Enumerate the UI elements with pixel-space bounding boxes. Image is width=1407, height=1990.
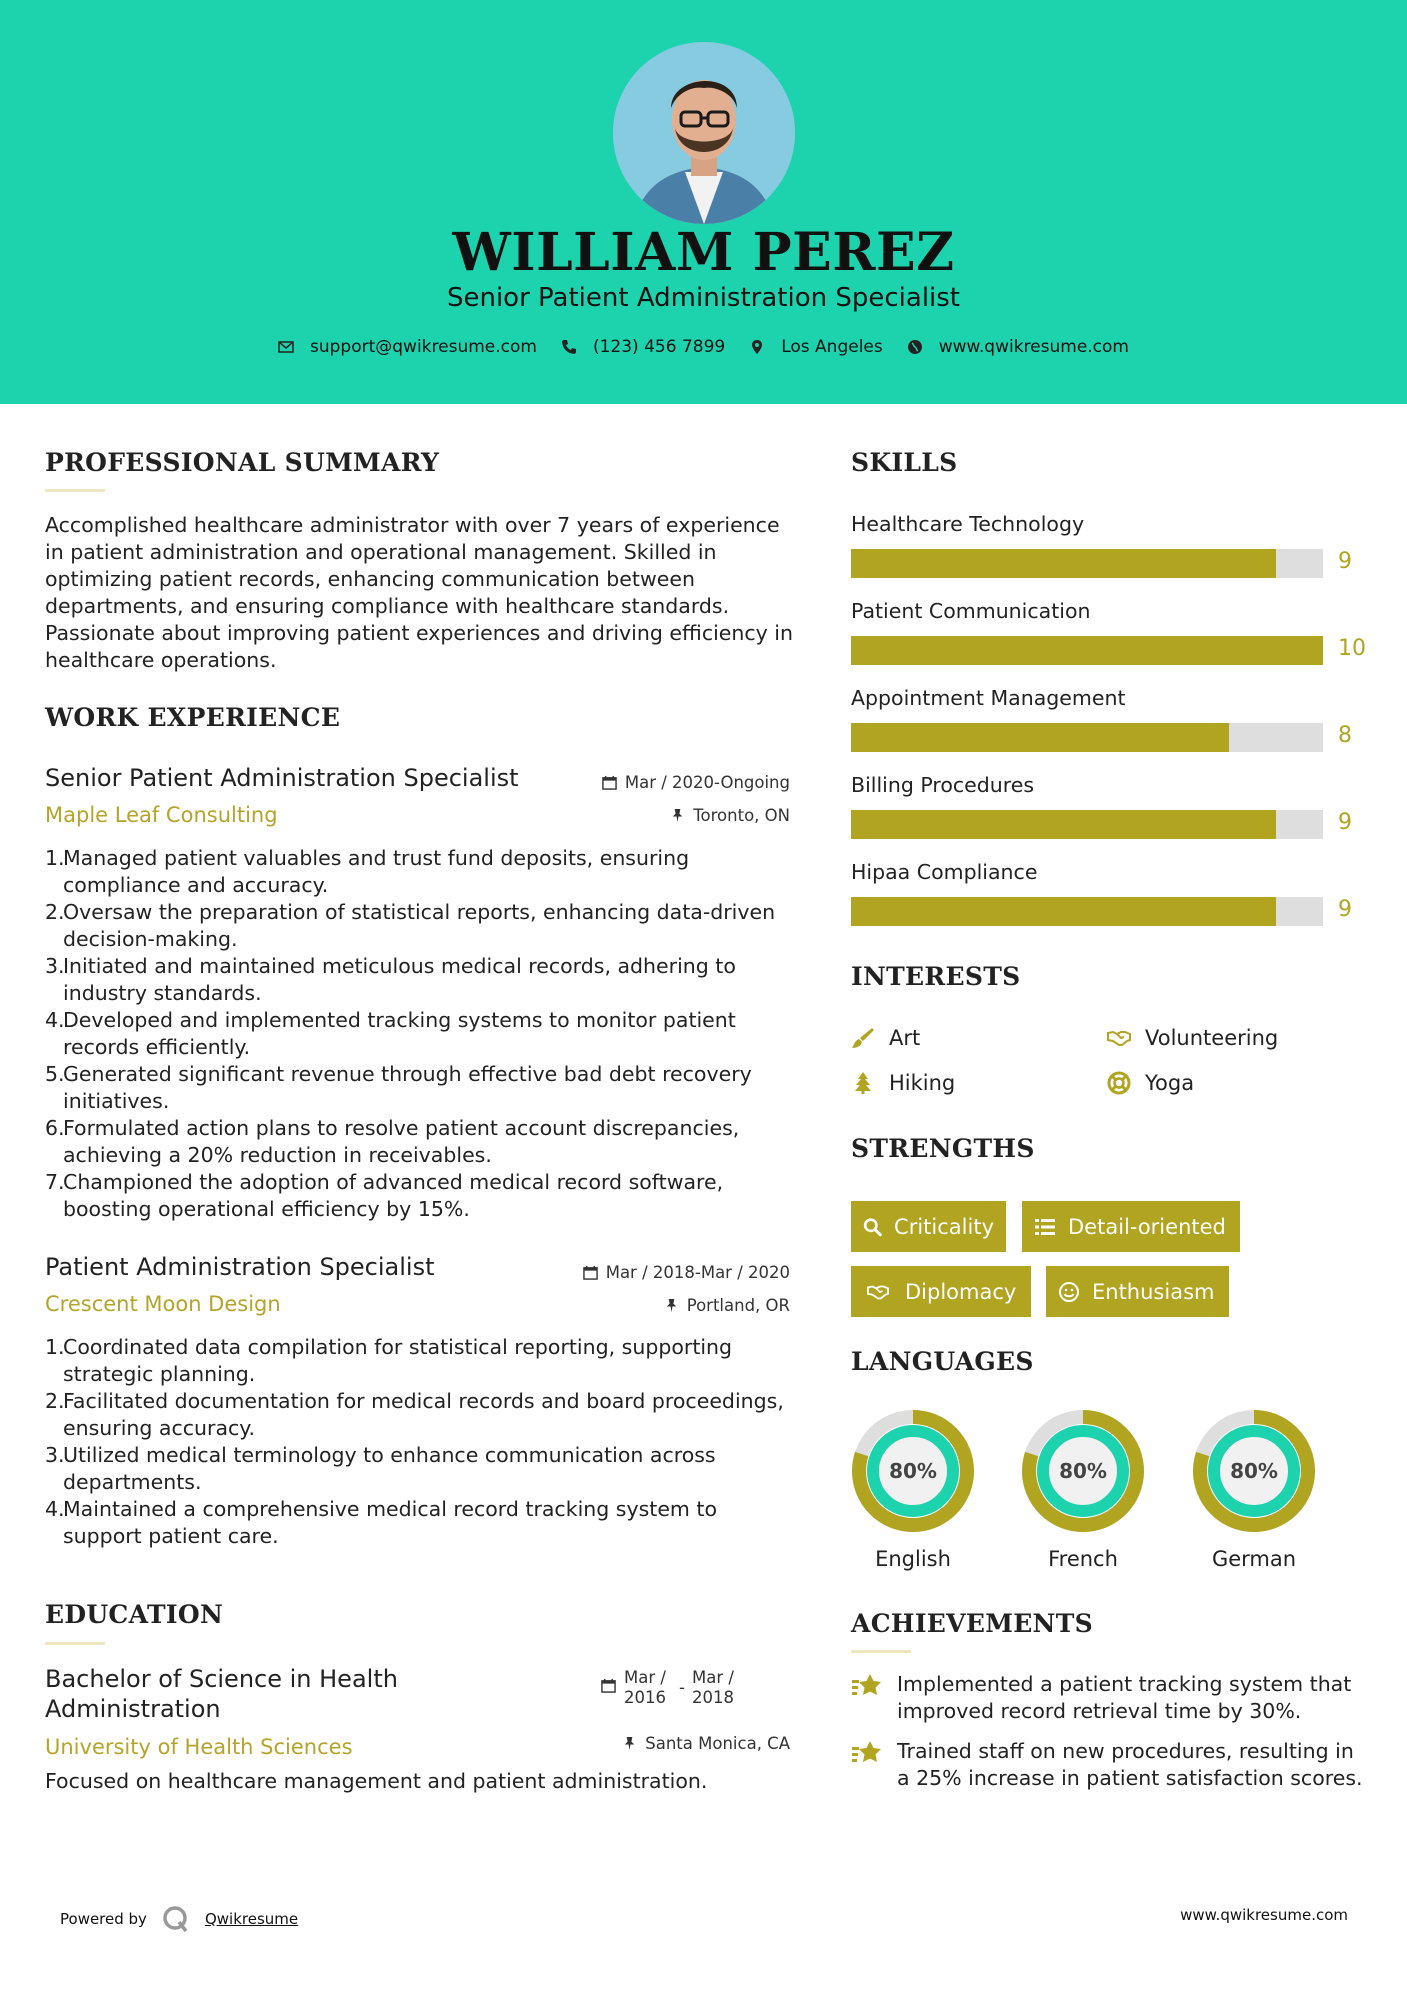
list-item: Coordinated data compilation for statistical reporting, supporting strategic planning. xyxy=(63,1335,733,1386)
achievement-text: Implemented a patient tracking system that improved record retrieval time by 30%. xyxy=(897,1672,1352,1723)
skill-label: Hipaa Compliance xyxy=(851,860,1038,884)
interest-label: Hiking xyxy=(889,1071,956,1095)
interest-volunteering xyxy=(1107,1026,1278,1050)
list-item: Generated significant revenue through effective bad debt recovery initiatives. xyxy=(63,1062,752,1113)
job-dates-text: Mar / 2018-Mar / 2020 xyxy=(605,1263,790,1282)
interest-yoga xyxy=(1107,1071,1194,1095)
job-location-text: Toronto, ON xyxy=(693,806,790,825)
list-item: Championed the adoption of advanced medical record software, boosting operational efficiency by 15%. xyxy=(63,1170,724,1221)
interests-heading: INTERESTS xyxy=(851,962,1021,991)
education-dates xyxy=(601,1668,740,1708)
brand-link[interactable]: Qwikresume xyxy=(204,1910,299,1928)
job-location-text: Portland, OR xyxy=(686,1296,790,1315)
job-dates xyxy=(602,773,790,792)
list-item: Formulated action plans to resolve patient account discrepancies, achieving a 20% reduction in receivables. xyxy=(63,1116,740,1167)
language-ring xyxy=(851,1409,975,1571)
strength-label: Criticality xyxy=(894,1214,994,1239)
language-name: German xyxy=(1211,1547,1297,1571)
qwikresume-logo-icon xyxy=(161,1904,191,1934)
education-location-text: Santa Monica, CA xyxy=(645,1734,790,1753)
education-location xyxy=(622,1734,790,1753)
location-text: Los Angeles xyxy=(781,337,883,357)
list-item: Initiated and maintained meticulous medical records, adhering to industry standards. xyxy=(63,954,736,1005)
phone-icon xyxy=(561,339,577,355)
language-ring-chart xyxy=(851,1409,975,1533)
header-banner xyxy=(0,0,1407,404)
footer-powered-by xyxy=(60,1904,298,1934)
list-item: Utilized medical terminology to enhance communication across departments. xyxy=(63,1443,716,1494)
summary-text: Accomplished healthcare administrator with over 7 years of experience in patient administration and operational management. Skilled in optimizing patient records, enhancing communication between departments, and ensuring compliance with healthcare standards. Passionate about improving patient experiences and driving efficiency in healthcare operations. xyxy=(45,513,793,672)
languages-heading: LANGUAGES xyxy=(851,1347,1034,1376)
interest-art xyxy=(851,1026,920,1050)
skill-bar-track xyxy=(851,723,1323,752)
star-trophy-icon xyxy=(851,1738,885,1768)
pushpin-icon xyxy=(670,808,685,823)
interest-hiking xyxy=(851,1071,955,1095)
skill-value: 9 xyxy=(1338,549,1352,574)
handshake-icon xyxy=(1107,1026,1131,1050)
strength-tag-enthusiasm xyxy=(1046,1266,1229,1317)
strength-tag-criticality xyxy=(851,1201,1006,1252)
skill-bar-track xyxy=(851,636,1323,665)
achievement-item xyxy=(851,1738,1371,1792)
map-marker-icon xyxy=(749,339,765,355)
contact-location xyxy=(749,337,883,357)
summary-underline xyxy=(45,489,105,492)
skill-label: Billing Procedures xyxy=(851,773,1035,797)
language-level-label: 80% xyxy=(1230,1459,1278,1483)
skill-label: Patient Communication xyxy=(851,599,1091,623)
skill-bar-fill xyxy=(851,549,1276,578)
skill-bar-fill xyxy=(851,636,1323,665)
job-duties-list xyxy=(45,845,795,1223)
skill-bar-fill xyxy=(851,897,1276,926)
pushpin-icon xyxy=(622,1736,637,1751)
job-dates-text: Mar / 2020-Ongoing xyxy=(624,773,790,792)
smile-icon xyxy=(1058,1281,1080,1303)
language-ring-chart xyxy=(1192,1409,1316,1533)
job-location xyxy=(664,1296,790,1315)
education-end: Mar / 2018 xyxy=(692,1668,734,1707)
strengths-heading: STRENGTHS xyxy=(851,1134,1035,1163)
school-name: University of Health Sciences xyxy=(45,1735,353,1759)
degree-title: Bachelor of Science in Health Administration xyxy=(45,1665,398,1723)
email-text: support@qwikresume.com xyxy=(310,337,537,357)
achievements-heading: ACHIEVEMENTS xyxy=(851,1609,1093,1638)
powered-by-label: Powered by xyxy=(60,1910,147,1928)
summary-heading: PROFESSIONAL SUMMARY xyxy=(45,448,440,477)
strength-label: Enthusiasm xyxy=(1092,1279,1215,1304)
star-trophy-icon xyxy=(851,1671,885,1701)
skill-bar-fill xyxy=(851,723,1229,752)
contact-bar xyxy=(0,337,1407,357)
language-ring xyxy=(1021,1409,1145,1571)
list-item: Facilitated documentation for medical records and board proceedings, ensuring accuracy. xyxy=(63,1389,784,1440)
calendar-icon xyxy=(583,1265,598,1280)
job-duties-list xyxy=(45,1334,795,1550)
language-name: English xyxy=(875,1547,951,1571)
skill-value: 10 xyxy=(1338,636,1366,661)
skill-label: Healthcare Technology xyxy=(851,512,1085,536)
list-item: Developed and implemented tracking systems to monitor patient records efficiently. xyxy=(63,1008,736,1059)
job-title: Patient Administration Specialist xyxy=(45,1253,435,1281)
achievement-text: Trained staff on new procedures, resulting in a 25% increase in patient satisfaction scores. xyxy=(897,1739,1363,1790)
contact-phone[interactable] xyxy=(561,337,725,357)
experience-heading: WORK EXPERIENCE xyxy=(45,703,341,732)
interest-label: Volunteering xyxy=(1145,1026,1279,1050)
strength-label: Detail-oriented xyxy=(1068,1214,1226,1239)
phone-text: (123) 456 7899 xyxy=(592,337,726,357)
candidate-name: WILLIAM PEREZ xyxy=(452,222,955,283)
interest-label: Yoga xyxy=(1145,1071,1195,1095)
skill-value: 9 xyxy=(1338,897,1352,922)
education-heading: EDUCATION xyxy=(45,1600,224,1629)
candidate-title: Senior Patient Administration Specialist xyxy=(446,283,961,313)
handshake-icon xyxy=(863,1281,893,1303)
strength-label: Diplomacy xyxy=(905,1279,1017,1304)
footer-website[interactable]: www.qwikresume.com xyxy=(1180,1906,1348,1924)
website-text: www.qwikresume.com xyxy=(938,337,1129,357)
calendar-icon xyxy=(602,775,617,790)
interest-label: Art xyxy=(889,1026,921,1050)
paintbrush-icon xyxy=(851,1026,875,1050)
skill-label: Appointment Management xyxy=(851,686,1126,710)
date-separator: - xyxy=(679,1678,685,1697)
list-icon xyxy=(1034,1216,1056,1238)
strength-tag-diplomacy xyxy=(851,1266,1031,1317)
language-level-label: 80% xyxy=(1059,1459,1107,1483)
skill-bar-track xyxy=(851,810,1323,839)
job-dates xyxy=(583,1263,790,1282)
language-ring-chart xyxy=(1021,1409,1145,1533)
skills-heading: SKILLS xyxy=(851,448,958,477)
contact-email[interactable] xyxy=(278,337,537,357)
education-underline xyxy=(45,1642,105,1645)
calendar-icon xyxy=(601,1678,616,1693)
globe-icon xyxy=(907,339,923,355)
strength-tag-detail-oriented xyxy=(1022,1201,1240,1252)
language-level-label: 80% xyxy=(889,1459,937,1483)
pushpin-icon xyxy=(664,1298,679,1313)
contact-website[interactable] xyxy=(907,337,1129,357)
life-ring-icon xyxy=(1107,1071,1131,1095)
list-item: Managed patient valuables and trust fund deposits, ensuring compliance and accuracy. xyxy=(63,846,690,897)
education-description: Focused on healthcare management and patient administration. xyxy=(45,1769,708,1793)
skill-bar-fill xyxy=(851,810,1276,839)
education-start: Mar / 2016 xyxy=(624,1668,666,1707)
language-name: French xyxy=(1048,1547,1118,1571)
envelope-icon xyxy=(278,339,294,355)
search-icon xyxy=(863,1216,882,1238)
skill-value: 9 xyxy=(1338,810,1352,835)
job-company: Maple Leaf Consulting xyxy=(45,803,278,827)
skill-value: 8 xyxy=(1338,723,1352,748)
skill-bar-track xyxy=(851,897,1323,926)
language-ring xyxy=(1192,1409,1316,1571)
job-location xyxy=(670,806,790,825)
achievements-underline xyxy=(851,1650,911,1653)
job-company: Crescent Moon Design xyxy=(45,1292,281,1316)
profile-photo xyxy=(613,42,795,224)
tree-icon xyxy=(851,1071,875,1095)
list-item: Maintained a comprehensive medical record tracking system to support patient care. xyxy=(63,1497,717,1548)
achievement-item xyxy=(851,1671,1371,1725)
list-item: Oversaw the preparation of statistical reports, enhancing data-driven decision-making. xyxy=(63,900,776,951)
job-title: Senior Patient Administration Specialist xyxy=(45,764,519,792)
skill-bar-track xyxy=(851,549,1323,578)
